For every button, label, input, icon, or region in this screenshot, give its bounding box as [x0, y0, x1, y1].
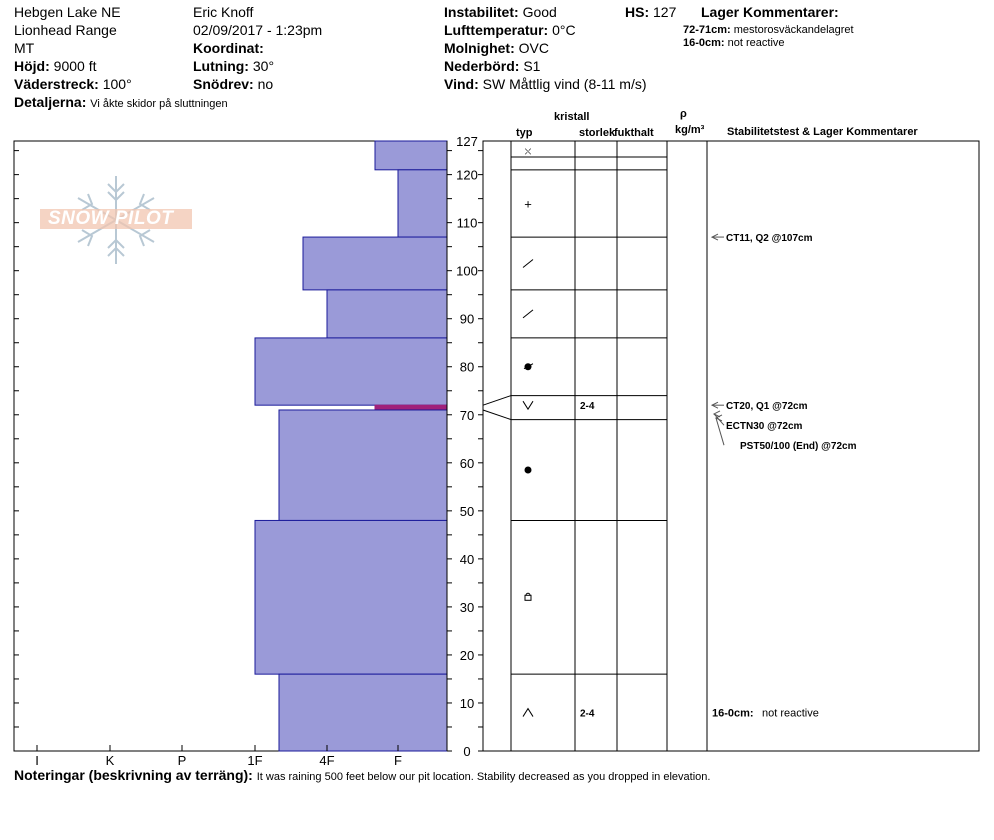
header-typ: typ — [516, 127, 533, 139]
coordinate-label: Koordinat: — [193, 40, 264, 56]
depth-axis-label: 110 — [456, 215, 478, 231]
hardness-bar — [279, 674, 447, 751]
elevation-value: 9000 ft — [53, 58, 97, 74]
header-storlek: storlek — [579, 127, 616, 139]
depth-axis-label: 100 — [456, 263, 478, 279]
instability-label: Instabilitet: — [444, 4, 519, 20]
layer-comments-title: Lager Kommentarer: — [701, 4, 839, 20]
depth-axis-label: 90 — [459, 311, 475, 327]
grain-size-label: 2-4 — [580, 708, 595, 720]
hardness-axis-label: 1F — [247, 753, 263, 768]
grain-symbol-icon — [523, 401, 533, 409]
details-label: Detaljerna: — [14, 94, 87, 110]
hardness-bar — [375, 141, 447, 170]
layer-connector — [483, 410, 511, 420]
hardness-axis-label: I — [35, 753, 39, 768]
logo-text: SNOW PILOT — [48, 208, 174, 229]
depth-axis-label: 127 — [456, 134, 478, 149]
precip-label: Nederbörd: — [444, 58, 520, 74]
location-name: Hebgen Lake NE — [14, 4, 121, 20]
aspect-label: Väderstreck: — [14, 76, 99, 92]
stability-test-label: CT20, Q1 @72cm — [726, 401, 808, 413]
hardness-bar — [279, 410, 447, 520]
header-stability: Stabilitetstest & Lager Kommentarer — [727, 126, 918, 138]
airtemp-label: Lufttemperatur: — [444, 22, 549, 38]
layer-comment-text: mestorosväckandelagret — [733, 24, 854, 36]
stability-test-label: ECTN30 @72cm — [726, 421, 803, 433]
grain-symbol-icon — [523, 310, 533, 318]
layer-comment-depth: 72-71cm: — [683, 24, 731, 36]
notes-row — [14, 767, 710, 784]
airtemp-value: 0°C — [552, 22, 576, 38]
depth-axis-label: 10 — [459, 695, 475, 711]
drift-value: no — [257, 76, 274, 92]
depth-axis-label: 60 — [459, 455, 475, 471]
hardness-bar — [255, 520, 447, 674]
hardness-bar — [375, 405, 447, 410]
slope-value: 30° — [252, 58, 275, 74]
hardness-axis-label: K — [105, 753, 115, 768]
grain-symbol-icon: + — [524, 196, 532, 212]
wind-label: Vind: — [444, 76, 479, 92]
hardness-bar — [303, 237, 447, 290]
hardness-bar — [255, 338, 447, 405]
slope-label: Lutning: — [193, 58, 249, 74]
header-kristall: kristall — [554, 111, 590, 123]
aspect-value: 100° — [102, 76, 132, 92]
depth-axis-label: 0 — [463, 744, 471, 759]
layer-comment-text: not reactive — [727, 37, 785, 49]
layer-connector — [483, 396, 511, 406]
details-value: Vi åkte skidor på sluttningen — [90, 98, 228, 110]
grain-symbol-icon — [523, 709, 533, 717]
observation-datetime: 02/09/2017 - 1:23pm — [193, 22, 323, 38]
depth-axis-label: 30 — [459, 599, 475, 615]
depth-axis-label: 120 — [456, 167, 478, 183]
sky-label: Molnighet: — [444, 40, 515, 56]
grain-symbol-icon — [525, 467, 532, 474]
hs-label: HS: — [625, 4, 650, 20]
hardness-bar — [327, 290, 447, 338]
header-density-unit: kg/m³ — [675, 124, 705, 136]
grain-symbol-icon — [523, 259, 533, 267]
range-name: Lionhead Range — [14, 22, 117, 38]
hardness-bar — [398, 170, 447, 237]
wind-value: SW Måttlig vind (8-11 m/s) — [482, 76, 647, 92]
notes-label: Noteringar (beskrivning av terräng): — [14, 767, 253, 783]
hardness-axis-label: F — [394, 753, 402, 768]
stability-test-label: CT11, Q2 @107cm — [726, 233, 813, 245]
depth-axis-label: 70 — [459, 407, 475, 423]
depth-axis-label: 80 — [459, 359, 475, 375]
grain-symbol-icon — [525, 595, 531, 600]
sky-value: OVC — [518, 40, 549, 56]
bottom-comment-text: not reactive — [762, 707, 819, 720]
hs-value: 127 — [653, 4, 677, 20]
notes-text: It was raining 500 feet below our pit location. Stability decreased as you dropped in elevation. — [256, 771, 711, 783]
depth-axis-label: 20 — [459, 647, 475, 663]
depth-axis-label: 40 — [459, 551, 475, 567]
hardness-axis-label: P — [177, 753, 187, 768]
instability-value: Good — [522, 4, 557, 20]
stability-test-label: PST50/100 (End) @72cm — [740, 441, 857, 453]
layer-comment-depth: 16-0cm: — [683, 37, 725, 49]
grain-size-label: 2-4 — [580, 401, 595, 413]
hardness-axis-label: 4F — [319, 753, 335, 768]
state-name: MT — [14, 40, 35, 56]
depth-axis-label: 50 — [459, 503, 475, 519]
precip-value: S1 — [523, 58, 541, 74]
header-fukthalt: fukthalt — [614, 127, 654, 139]
observer-name: Eric Knoff — [193, 4, 254, 20]
header-rho: ρ — [680, 108, 687, 120]
bottom-comment-depth: 16-0cm: — [712, 707, 754, 720]
stability-test-leader — [716, 418, 724, 445]
grain-symbol-icon: ⛌ — [524, 146, 532, 157]
drift-label: Snödrev: — [193, 76, 254, 92]
elevation-label: Höjd: — [14, 58, 50, 74]
